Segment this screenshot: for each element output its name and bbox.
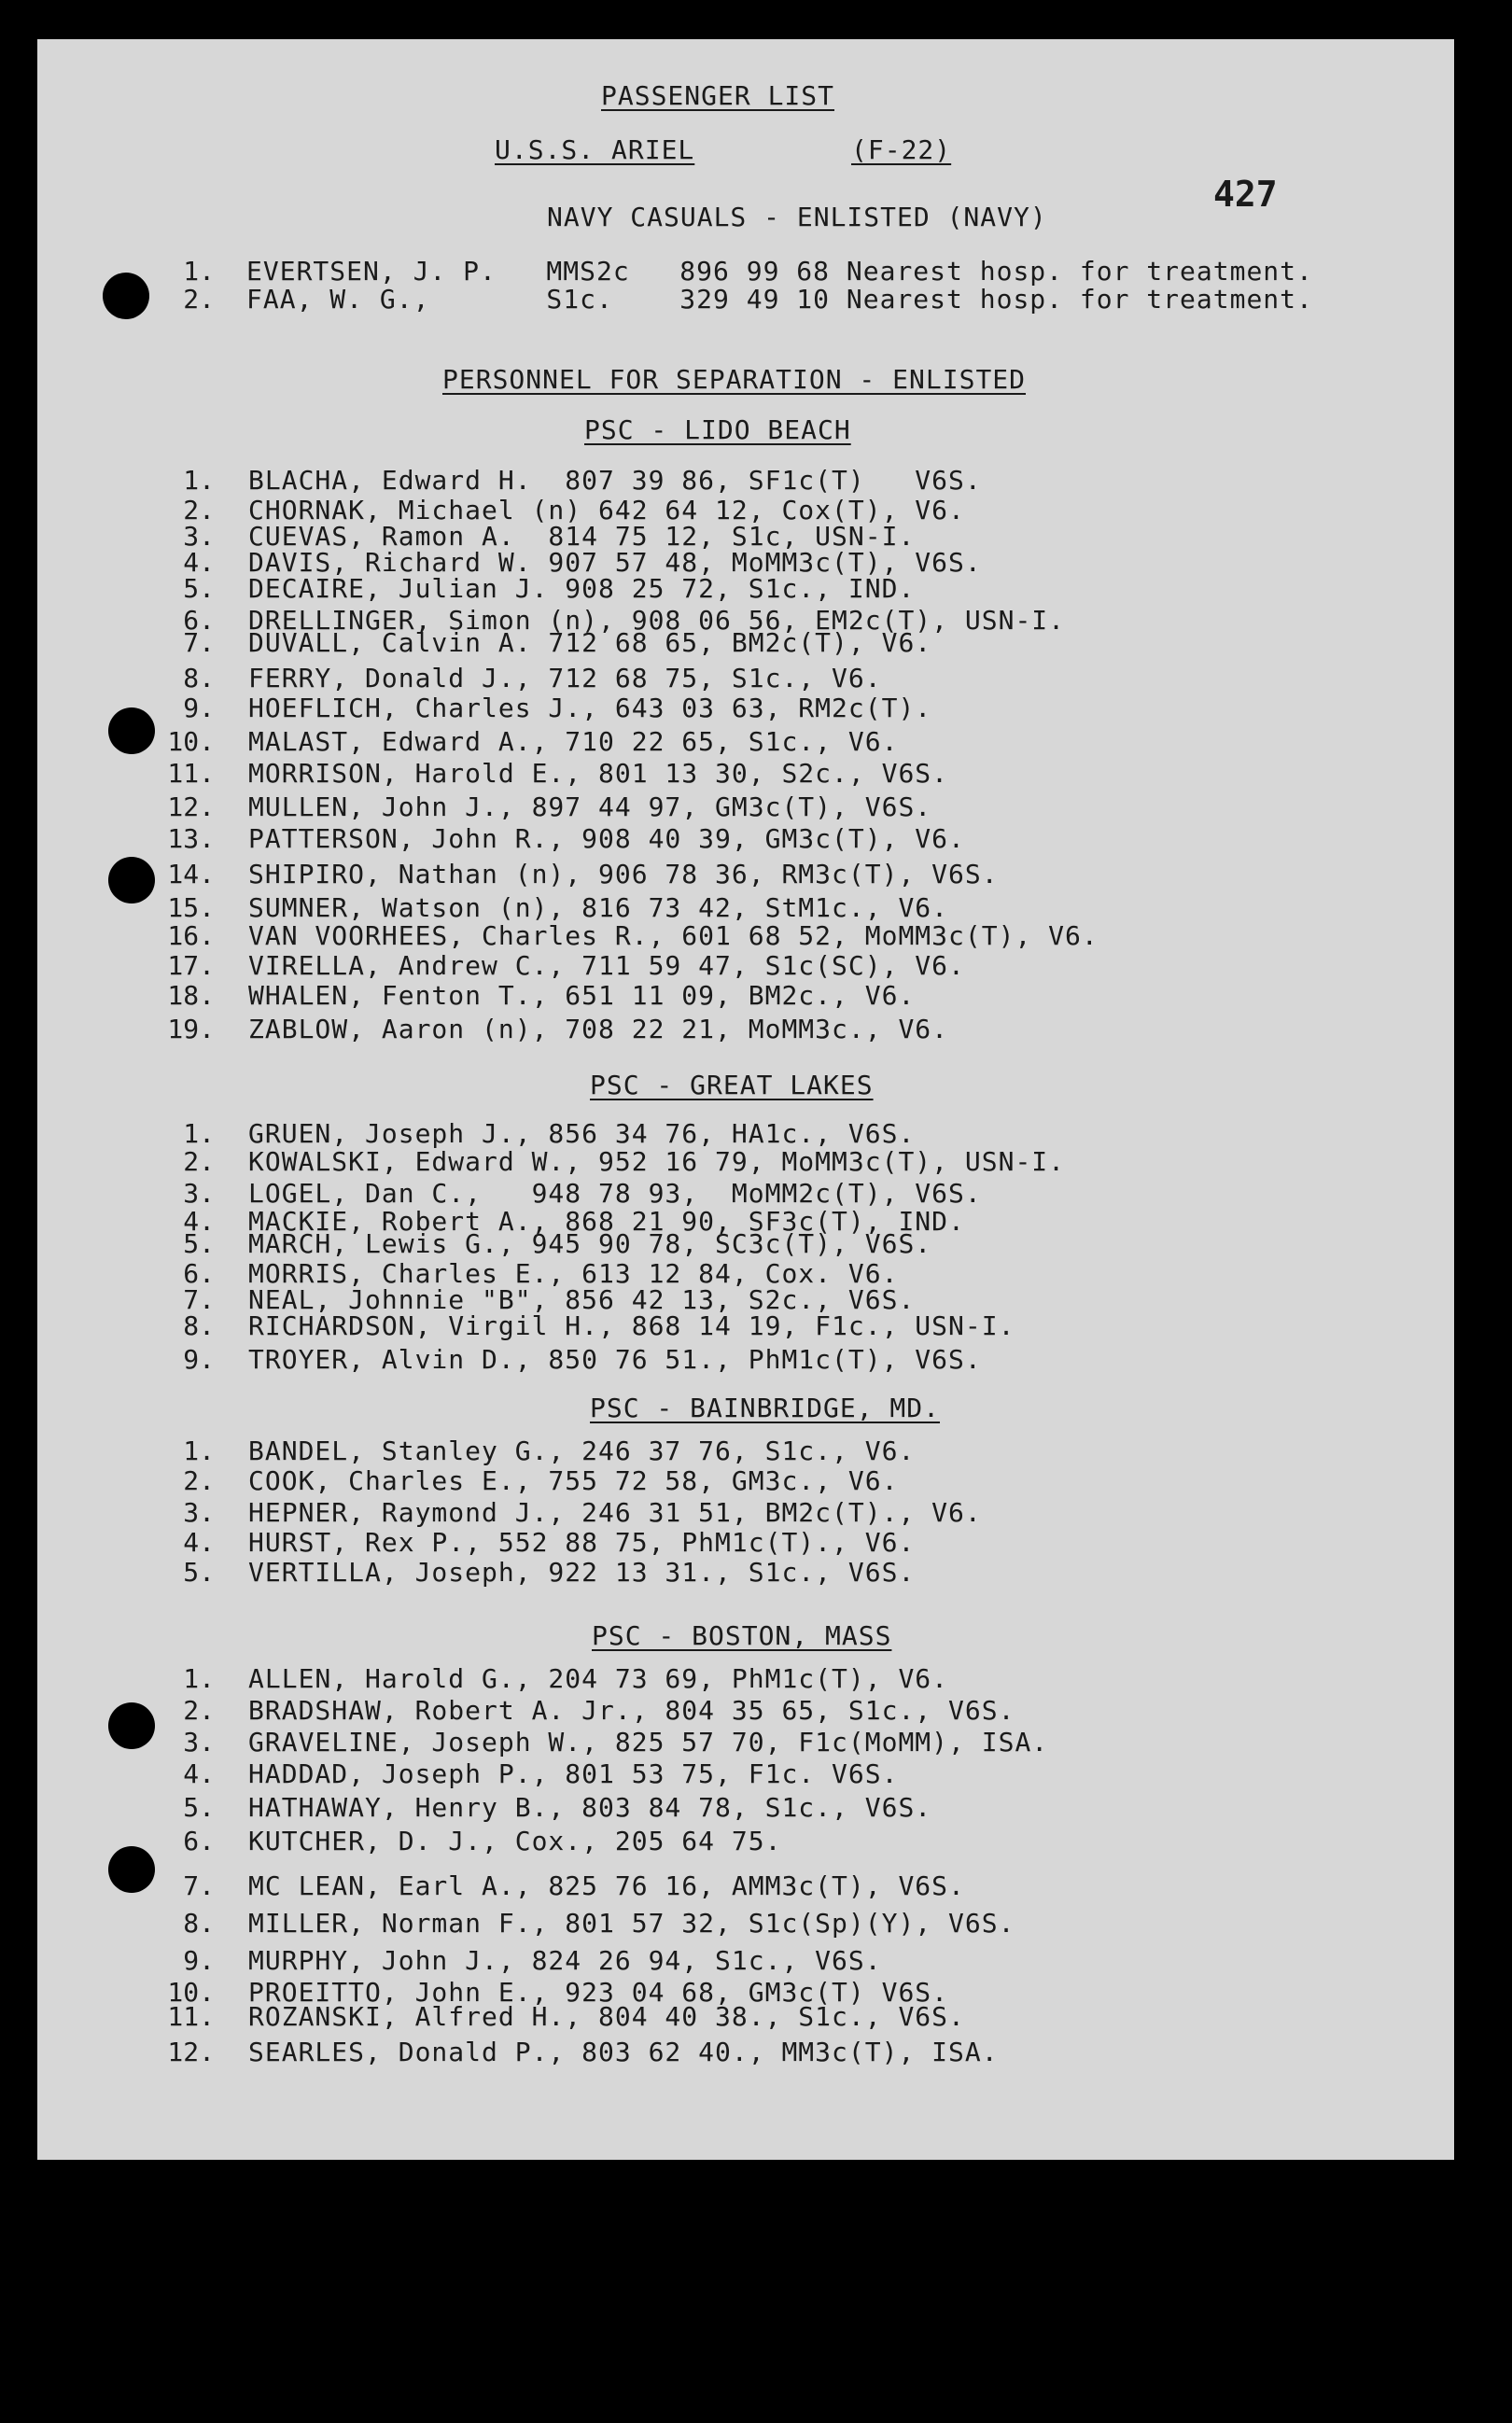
list-item: WHALEN, Fenton T., 651 11 09, BM2c., V6. <box>248 980 916 1011</box>
row-number: 5. <box>183 1792 215 1823</box>
row-number: 13. <box>167 823 215 854</box>
row-number: 9. <box>183 1945 215 1976</box>
separation-heading: PERSONNEL FOR SEPARATION - ENLISTED <box>442 364 1027 395</box>
ship-name: U.S.S. ARIEL <box>495 134 695 165</box>
row-number: 6. <box>183 605 215 636</box>
row-number: 10. <box>167 1977 215 2008</box>
row-number: 10. <box>167 726 215 757</box>
list-item: ALLEN, Harold G., 204 73 69, PhM1c(T), V6. <box>248 1663 949 1694</box>
binder-hole <box>103 273 149 319</box>
row-number: 3. <box>183 521 215 552</box>
row-number: 2. <box>183 495 215 525</box>
page-number: 427 <box>1213 174 1278 215</box>
list-item: MARCH, Lewis G., 945 90 78, SC3c(T), V6S. <box>248 1228 932 1259</box>
row-number: 5. <box>183 1228 215 1259</box>
list-item: BANDEL, Stanley G., 246 37 76, S1c., V6. <box>248 1436 916 1466</box>
list-item: TROYER, Alvin D., 850 76 51., PhM1c(T), V6S. <box>248 1344 982 1375</box>
list-item: FERRY, Donald J., 712 68 75, S1c., V6. <box>248 663 882 693</box>
list-item: DAVIS, Richard W. 907 57 48, MoMM3c(T), V6S. <box>248 547 982 578</box>
section-heading: PSC - BOSTON, MASS <box>592 1620 892 1651</box>
binder-hole <box>108 1846 155 1893</box>
list-item: VERTILLA, Joseph, 922 13 31., S1c., V6S. <box>248 1557 916 1588</box>
row-number: 1. <box>183 256 215 287</box>
section-heading: PSC - BAINBRIDGE, MD. <box>590 1393 941 1423</box>
row-number: 11. <box>167 2001 215 2032</box>
list-item: MACKIE, Robert A., 868 21 90, SF3c(T), IND. <box>248 1206 965 1237</box>
row-number: 3. <box>183 1727 215 1758</box>
list-item: MC LEAN, Earl A., 825 76 16, AMM3c(T), V6S. <box>248 1870 965 1901</box>
binder-hole <box>108 1702 155 1749</box>
row-number: 7. <box>183 1870 215 1901</box>
list-item: NEAL, Johnnie "B", 856 42 13, S2c., V6S. <box>248 1284 916 1315</box>
list-item: MURPHY, John J., 824 26 94, S1c., V6S. <box>248 1945 882 1976</box>
list-item: SEARLES, Donald P., 803 62 40., MM3c(T), ISA. <box>248 2037 999 2067</box>
list-item: MORRIS, Charles E., 613 12 84, Cox. V6. <box>248 1258 899 1289</box>
list-item: RICHARDSON, Virgil H., 868 14 19, F1c., USN-I. <box>248 1310 1015 1341</box>
list-item: FAA, W. G., S1c. 329 49 10 Nearest hosp. for treatment. <box>246 284 1313 315</box>
list-item: HURST, Rex P., 552 88 75, PhM1c(T)., V6. <box>248 1527 916 1558</box>
row-number: 7. <box>183 1284 215 1315</box>
list-item: LOGEL, Dan C., 948 78 93, MoMM2c(T), V6S. <box>248 1178 982 1209</box>
row-number: 8. <box>183 1310 215 1341</box>
list-item: SUMNER, Watson (n), 816 73 42, StM1c., V6. <box>248 892 949 923</box>
row-number: 12. <box>167 791 215 822</box>
row-number: 1. <box>183 465 215 496</box>
list-item: MULLEN, John J., 897 44 97, GM3c(T), V6S. <box>248 791 932 822</box>
hull-number: (F-22) <box>851 134 952 165</box>
row-number: 4. <box>183 1527 215 1558</box>
row-number: 12. <box>167 2037 215 2067</box>
row-number: 4. <box>183 547 215 578</box>
row-number: 2. <box>183 1465 215 1496</box>
list-item: HATHAWAY, Henry B., 803 84 78, S1c., V6S. <box>248 1792 932 1823</box>
row-number: 8. <box>183 663 215 693</box>
row-number: 2. <box>183 1695 215 1726</box>
row-number: 2. <box>183 1146 215 1177</box>
list-item: SHIPIRO, Nathan (n), 906 78 36, RM3c(T), V6S. <box>248 859 999 889</box>
row-number: 9. <box>183 1344 215 1375</box>
list-item: ROZANSKI, Alfred H., 804 40 38., S1c., V6S. <box>248 2001 965 2032</box>
row-number: 14. <box>167 859 215 889</box>
binder-hole <box>108 857 155 903</box>
list-item: KOWALSKI, Edward W., 952 16 79, MoMM3c(T), USN-I. <box>248 1146 1066 1177</box>
row-number: 1. <box>183 1663 215 1694</box>
list-item: DECAIRE, Julian J. 908 25 72, S1c., IND. <box>248 573 916 604</box>
row-number: 3. <box>183 1178 215 1209</box>
list-item: HEPNER, Raymond J., 246 31 51, BM2c(T)., V6. <box>248 1497 982 1528</box>
list-item: MALAST, Edward A., 710 22 65, S1c., V6. <box>248 726 899 757</box>
list-item: VIRELLA, Andrew C., 711 59 47, S1c(SC), V6. <box>248 950 965 981</box>
list-item: GRUEN, Joseph J., 856 34 76, HA1c., V6S. <box>248 1118 916 1149</box>
row-number: 2. <box>183 284 215 315</box>
row-number: 19. <box>167 1014 215 1044</box>
row-number: 9. <box>183 693 215 723</box>
list-item: COOK, Charles E., 755 72 58, GM3c., V6. <box>248 1465 899 1496</box>
list-item: DRELLINGER, Simon (n), 908 06 56, EM2c(T), USN-I. <box>248 605 1066 636</box>
list-item: KUTCHER, D. J., Cox., 205 64 75. <box>248 1826 782 1856</box>
page-title: PASSENGER LIST <box>601 80 835 111</box>
section-heading: PSC - GREAT LAKES <box>590 1070 874 1100</box>
list-item: GRAVELINE, Joseph W., 825 57 70, F1c(MoMM), ISA. <box>248 1727 1049 1758</box>
row-number: 3. <box>183 1497 215 1528</box>
section-heading: NAVY CASUALS - ENLISTED (NAVY) <box>547 202 1047 232</box>
list-item: CHORNAK, Michael (n) 642 64 12, Cox(T), V6. <box>248 495 965 525</box>
binder-hole <box>108 707 155 754</box>
row-number: 7. <box>183 627 215 658</box>
row-number: 5. <box>183 1557 215 1588</box>
list-item: MORRISON, Harold E., 801 13 30, S2c., V6S. <box>248 758 949 789</box>
list-item: BLACHA, Edward H. 807 39 86, SF1c(T) V6S. <box>248 465 982 496</box>
list-item: ZABLOW, Aaron (n), 708 22 21, MoMM3c., V6. <box>248 1014 949 1044</box>
list-item: HOEFLICH, Charles J., 643 03 63, RM2c(T). <box>248 693 932 723</box>
row-number: 1. <box>183 1118 215 1149</box>
row-number: 6. <box>183 1826 215 1856</box>
row-number: 8. <box>183 1908 215 1939</box>
list-item: PATTERSON, John R., 908 40 39, GM3c(T), V6. <box>248 823 965 854</box>
row-number: 1. <box>183 1436 215 1466</box>
row-number: 16. <box>167 920 215 951</box>
row-number: 4. <box>183 1206 215 1237</box>
row-number: 11. <box>167 758 215 789</box>
row-number: 18. <box>167 980 215 1011</box>
row-number: 4. <box>183 1758 215 1789</box>
list-item: CUEVAS, Ramon A. 814 75 12, S1c, USN-I. <box>248 521 916 552</box>
list-item: HADDAD, Joseph P., 801 53 75, F1c. V6S. <box>248 1758 899 1789</box>
row-number: 6. <box>183 1258 215 1289</box>
list-item: MILLER, Norman F., 801 57 32, S1c(Sp)(Y), V6S. <box>248 1908 1015 1939</box>
list-item: EVERTSEN, J. P. MMS2c 896 99 68 Nearest hosp. for treatment. <box>246 256 1313 287</box>
row-number: 17. <box>167 950 215 981</box>
list-item: DUVALL, Calvin A. 712 68 65, BM2c(T), V6. <box>248 627 932 658</box>
section-heading: PSC - LIDO BEACH <box>584 414 851 445</box>
list-item: PROEITTO, John E., 923 04 68, GM3c(T) V6S. <box>248 1977 949 2008</box>
list-item: BRADSHAW, Robert A. Jr., 804 35 65, S1c., V6S. <box>248 1695 1015 1726</box>
row-number: 5. <box>183 573 215 604</box>
row-number: 15. <box>167 892 215 923</box>
list-item: VAN VOORHEES, Charles R., 601 68 52, MoMM3c(T), V6. <box>248 920 1099 951</box>
